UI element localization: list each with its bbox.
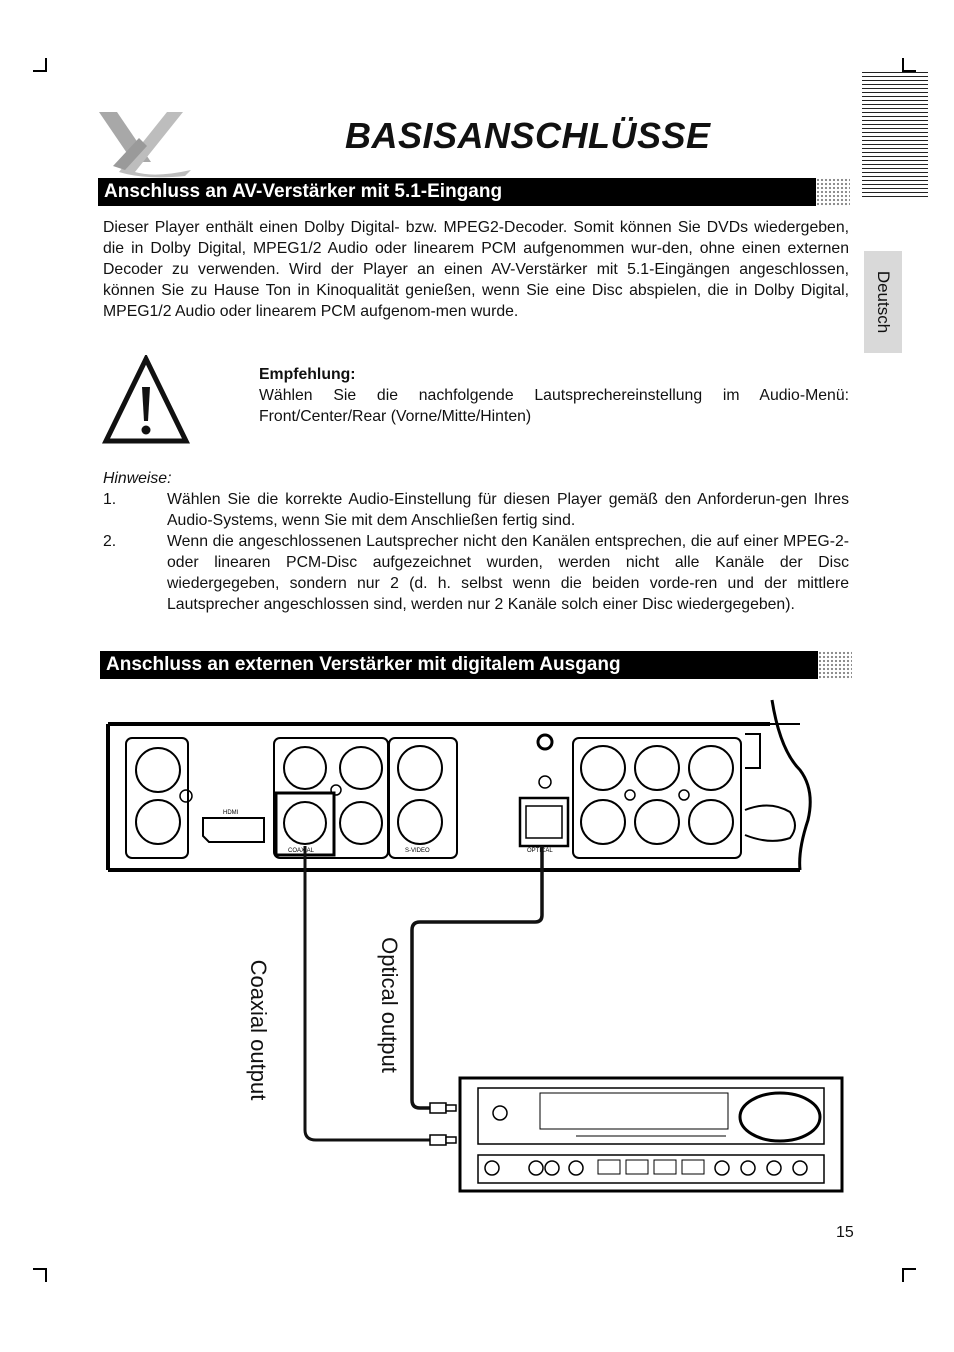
section-heading-digital-output [100, 651, 852, 679]
language-tab [864, 251, 902, 353]
recommendation-text: Wählen Sie die nachfolgende Lautsprechereinstellung im Audio-Menü: Front/Center/Rear (Vorne/Mitte/Hinten) [259, 387, 849, 425]
optical-port-label: OPTICAL [527, 848, 553, 854]
optical-cable [412, 846, 542, 1108]
cable-plugs [430, 1103, 456, 1145]
crop-mark-bottom-left [33, 1268, 47, 1282]
note-number: 1. [103, 491, 117, 508]
section-heading-text: Anschluss an AV-Verstärker mit 5.1-Eingang [104, 181, 503, 202]
hdmi-port-label: HDMI [223, 810, 239, 816]
heading-dots [816, 178, 850, 206]
section-heading-text: Anschluss an externen Verstärker mit digitalem Ausgang [106, 654, 621, 675]
coaxial-port-label: COAXIAL [288, 848, 315, 854]
crop-mark-top-right [902, 58, 916, 72]
connection-diagram [0, 690, 954, 1200]
note-number: 2. [103, 533, 117, 550]
crop-mark-bottom-right [902, 1268, 916, 1282]
external-amplifier [460, 1078, 842, 1191]
coaxial-output-text: Coaxial output [246, 959, 271, 1101]
language-tab-label: Deutsch [874, 270, 893, 334]
note-text: Wenn die angeschlossenen Lautsprecher nicht den Kanälen entsprechen, die auf einer MPEG-2- oder linearen PCM-Disc aufgezeichnet wurden, werden nicht alle Kanäle der Disc wiedergegeben, sondern nur 2 (d. h. selbst wenn die beiden vorde-ren und der mittlere Lautsprecher angeschlossen sind, werden nur 2 Kanäle solch einer Disc wiedergegeben). [167, 533, 849, 613]
heading-dots [818, 651, 852, 679]
intro-paragraph: Dieser Player enthält einen Dolby Digital- bzw. MPEG2-Decoder. Somit können Sie DVDs wiedergeben, die in Dolby Digital, MPEG1/2 Audio oder linearem PCM aufgenommen wur-den, ohne einen externen Decoder zu verwenden. Wird der Player an einen AV-Verstärker mit 5.1-Eingängen angeschlossen, können Sie zu Hause Ton in Kinoqualität genießen, wenn Sie eine Disc abspielen, die in Dolby Digital, MPEG1/2 Audio oder linearem PCM aufgenom-men wurde. [103, 219, 849, 320]
coaxial-output-label [245, 960, 271, 1101]
section-heading-av-amplifier [98, 178, 850, 206]
svideo-port-label: S-VIDEO [405, 848, 430, 854]
recommendation-title: Empfehlung: [259, 366, 356, 383]
page-title: BASISANSCHLÜSSE [345, 115, 711, 156]
warning-icon [102, 355, 190, 445]
note-text: Wählen Sie die korrekte Audio-Einstellung für diesen Player gemäß den Anforderun-gen Ihres Audio-Systems, wenn Sie mit dem Anschließen fertig sind. [167, 491, 849, 529]
page-number: 15 [836, 1224, 854, 1241]
brand-logo [95, 108, 195, 178]
optical-output-text: Optical output [377, 937, 402, 1073]
decorative-stripes [862, 72, 928, 198]
dvd-player-rear-panel [108, 700, 810, 870]
optical-output-label [376, 937, 402, 1073]
notes-title: Hinweise: [103, 470, 172, 487]
crop-mark-top-left [33, 58, 47, 72]
